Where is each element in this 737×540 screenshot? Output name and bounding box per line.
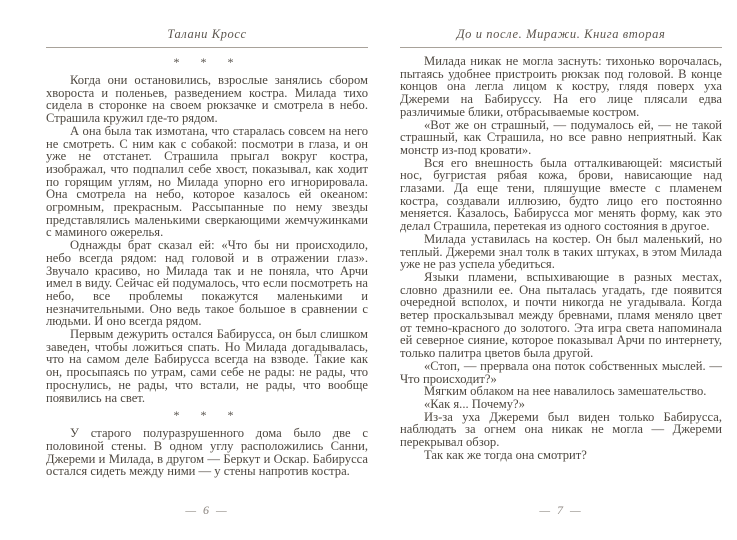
body-paragraph: Первым дежурить остался Бабирусса, он был слишком заведен, чтобы ложиться спать. Но Милада догадывалась, что на самом деле Бабирусса всегда на взводе. Такие как он, просыпаясь по утрам, сами себе не рады: не рады, что проснулись, не рады, что встали, не рады, что вообще появились на свет. (46, 327, 368, 405)
body-paragraph: Милада уставилась на костер. Он был маленький, но теплый. Джереми знал толк в таких штуках, в этом Милада уже не раз успела убедиться. (400, 231, 722, 272)
left-page (46, 0, 368, 540)
left-running-header-author: Талани Кросс (167, 27, 247, 41)
body-paragraph: Однажды брат сказал ей: «Что бы ни происходило, небо всегда рядом: над головой и в отражении глаз». Звучало красиво, но Милада так и не поняла, что Арчи имел в виду. Сейчас ей подумалось, что если посмотреть на небо, все проблемы покажутся маленькими и незначительными. Оно ведь такое большое в сравнении с людьми. И оно всегда рядом. (46, 238, 368, 329)
body-paragraph: Языки пламени, вспыхивающие в разных местах, словно дразнили ее. Она пыталась угадать, где появится очередной всполох, и почти никогда не угадывала. Когда ветер проскальзывал между бревнами, пламя меняло цвет от темно-красного до золотого. Эта игра света напоминала ей северное сияние, которое показывал Арчи по интернету, только палитра цветов была другой. (400, 269, 722, 361)
body-paragraph: А она была так измотана, что старалась совсем на него не смотреть. С ним как с собакой: посмотри в глаза, и он уже не отстанет. Страшила прыгал вокруг костра, изображал, что подпалил себе хвост, показывал, как ходит по горящим углям, но Милада упорно его игнорировала. Она смотрела на небо, которое казалось ей океаном: огромным, прекрасным. Рассыпанные по нему звезды представлялись маленькими сверкающими жемчужинками с маминого ожерелья. (46, 123, 368, 240)
right-page-body (400, 55, 722, 462)
body-paragraph: У старого полуразрушенного дома было две с половиной стены. В одном углу расположились Санни, Джереми и Милада, в другом — Беркут и Оскар. Бабирусса остался сидеть между ними — у стены напротив костра. (46, 426, 368, 479)
scene-break-separator: * * * (173, 55, 241, 69)
body-paragraph: Из-за уха Джереми был виден только Бабирусса, наблюдать за огнем она никак не могла — Джереми перекрывал обзор. (400, 409, 722, 450)
right-page-number: — 7 — (539, 503, 583, 517)
body-paragraph: «Стоп, — прервала она поток собственных мыслей. — Что происходит?» (400, 358, 722, 386)
body-paragraph: «Вот же он страшный, — подумалось ей, — не такой страшный, как Страшила, но все равно неприятный. Как монстр из-под кровати». (400, 117, 722, 157)
body-paragraph: Милада никак не могла заснуть: тихонько ворочалась, пытаясь удобнее пристроить рюкзак под головой. В конце концов она легла лицом к костру, глядя поверх уха Джереми на Бабируссу. На его лице плясали едва различимые блики, отбрасываемые костром. (400, 54, 722, 119)
right-page (400, 0, 722, 540)
scene-break-separator: * * * (173, 408, 241, 423)
body-paragraph: Так как же тогда она смотрит? (424, 447, 587, 462)
right-running-header-title: До и после. Миражи. Книга вторая (456, 27, 666, 41)
body-paragraph: Когда они остановились, взрослые занялись сбором хвороста и поленьев, разведением костра. Милада тихо сидела в сторонке на своем рюкзачке и смотрела в небо. Страшила кружил где-то рядом. (46, 73, 368, 126)
left-header-rule (46, 47, 368, 48)
body-paragraph: «Как я... Почему?» (424, 396, 525, 411)
body-paragraph: Вся его внешность была отталкивающей: мясистый нос, бугристая рябая кожа, брови, нависающие над глазами. Да еще тени, пляшущие вместе с пламенем костра, создавали иллюзию, будто лицо его постоянно меняется. Казалось, Бабирусса мог менять форму, как это делал Страшила, перетекая из одного состояния в другое. (400, 155, 722, 234)
left-page-body (46, 55, 368, 478)
right-header-rule (400, 47, 722, 48)
body-paragraph: Мягким облаком на нее навалилось замешательство. (424, 384, 707, 399)
left-page-number: — 6 — (185, 503, 229, 517)
